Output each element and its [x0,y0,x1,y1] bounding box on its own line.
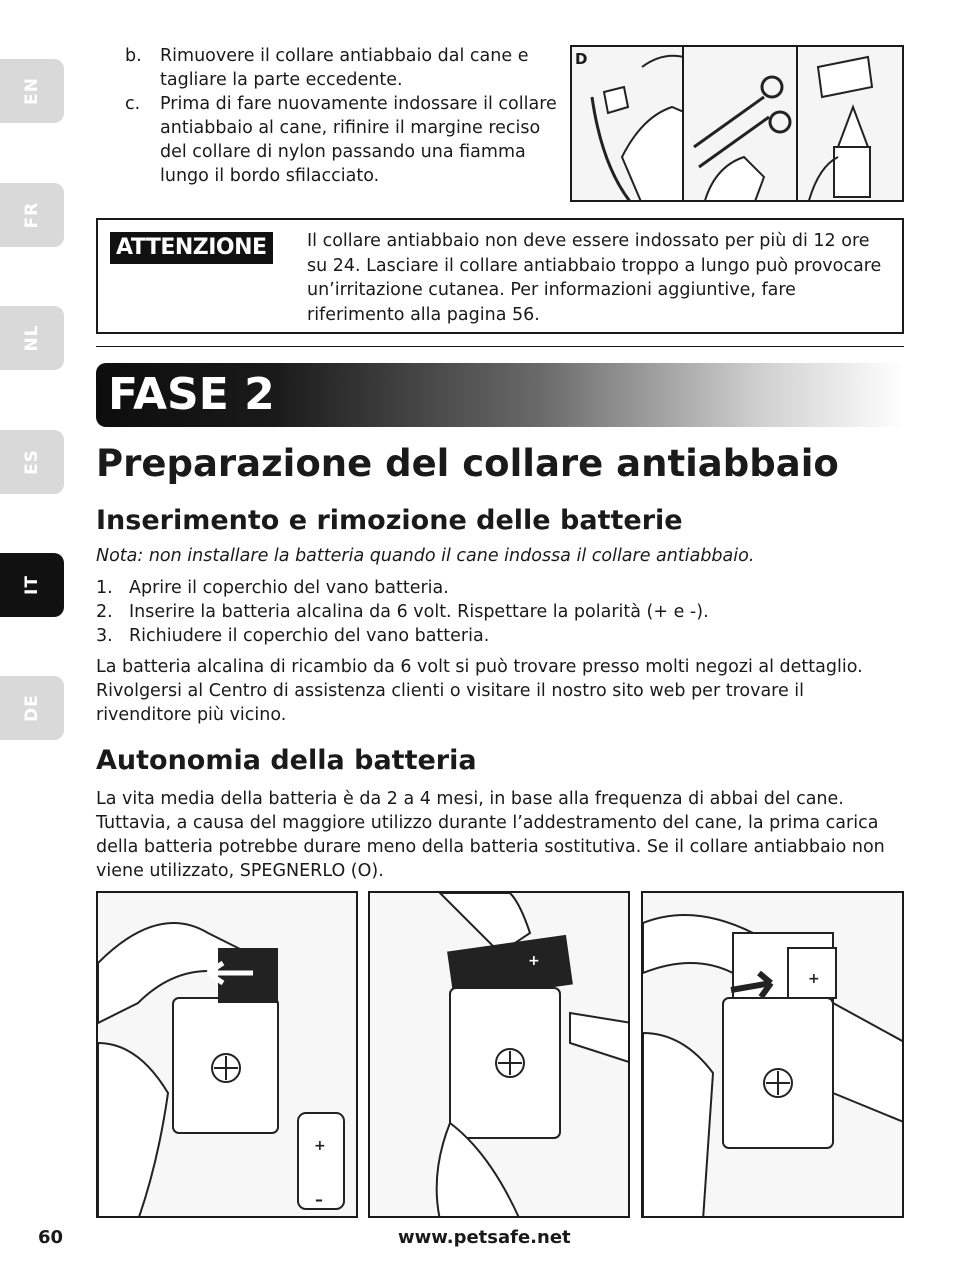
figure-d-panel-flame [798,47,902,200]
autonomy-heading: Autonomia della batteria [96,745,477,776]
list-text: Aprire il coperchio del vano batteria. [129,578,449,598]
list-text: Inserire la batteria alcalina da 6 volt. Rispettare la polarità (+ e -). [129,602,709,622]
phase-banner [96,363,904,427]
battery-heading: Inserimento e rimozione delle batterie [96,505,683,536]
lang-tab-fr[interactable] [0,183,64,247]
warning-text: Il collare antiabbaio non deve essere indossato per più di 12 ore su 24. Lasciare il collare antiabbaio troppo a lungo può provocare un’irritazione cutanea. Per informazioni aggiuntive, fare riferimento alla pagina 56. [307,231,882,325]
collar-cut-illustration [572,47,684,200]
lang-tab-it[interactable] [0,553,64,617]
list-marker: 2. [96,602,113,622]
list-item [125,92,565,188]
list-item [96,576,896,600]
lang-tab-label: DE [22,694,42,722]
battery-insert-illustration [370,893,630,1218]
page-number: 60 [38,1227,64,1248]
collar-close-illustration [643,893,904,1218]
collar-open-illustration [98,893,358,1218]
battery-steps-list [96,576,896,648]
lang-tab-nl[interactable] [0,306,64,370]
list-marker: 3. [96,626,113,646]
warning-badge: ATTENZIONE [110,232,273,264]
figure-d [570,45,904,202]
list-text: Prima di fare nuovamente indossare il collare antiabbaio al cane, rifinire il margine reciso del collare di nylon passando una fiamma lungo il bordo sfilacciato. [160,94,557,186]
illustration-insert-battery [368,891,630,1218]
lang-tab-label: EN [22,77,42,105]
battery-note: Nota: non installare la batteria quando il cane indossa il collare antiabbaio. [96,546,755,566]
battery-plus-label: + [808,971,820,987]
autonomy-paragraph: La vita media della batteria è da 2 a 4 mesi, in base alla frequenza di abbai del cane. Tuttavia, a causa del maggiore utilizzo durante l’addestramento del cane, la prima carica della batteria potrebbe durare meno della batteria sostitutiva. Se il collare antiabbaio non viene utilizzato, SPEGNERLO (O). [96,789,885,881]
warning-box [96,218,904,334]
lang-tab-label: NL [22,324,42,352]
divider [96,346,904,347]
list-text: Richiudere il coperchio del vano batteria. [129,626,490,646]
trim-steps-list [125,44,565,188]
list-item [96,624,896,648]
battery-plus-label: + [314,1138,326,1154]
list-item [125,44,565,92]
list-item [96,600,896,624]
illustration-close-cover [641,891,904,1218]
illustration-open-cover [96,891,358,1218]
figure-d-panel-scissors [684,47,798,200]
lang-tab-label: FR [22,201,42,229]
footer-url[interactable]: www.petsafe.net [398,1227,571,1248]
lang-tab-es[interactable] [0,430,64,494]
battery-paragraph: La batteria alcalina di ricambio da 6 volt si può trovare presso molti negozi al dettaglio. Rivolgersi al Centro di assistenza clienti o visitare il nostro sito web per trovare il rivenditore più vicino. [96,657,863,725]
list-text: Rimuovere il collare antiabbaio dal cane e tagliare la parte eccedente. [160,46,529,90]
scissors-icon [684,47,798,200]
lang-tab-label: IT [22,575,42,595]
list-marker: 1. [96,578,113,598]
figure-d-panel-cut [572,47,684,200]
battery-minus-label: – [315,1190,323,1209]
section-title: Preparazione del collare antiabbaio [96,442,839,485]
figure-d-label: D [575,50,588,68]
lang-tab-de[interactable] [0,676,64,740]
phase-title: FASE 2 [108,369,275,420]
list-marker: c. [125,94,141,114]
lang-tab-en[interactable] [0,59,64,123]
list-marker: b. [125,46,142,66]
lighter-icon [798,47,902,200]
battery-plus-label: + [528,953,540,969]
lang-tab-label: ES [22,449,42,475]
